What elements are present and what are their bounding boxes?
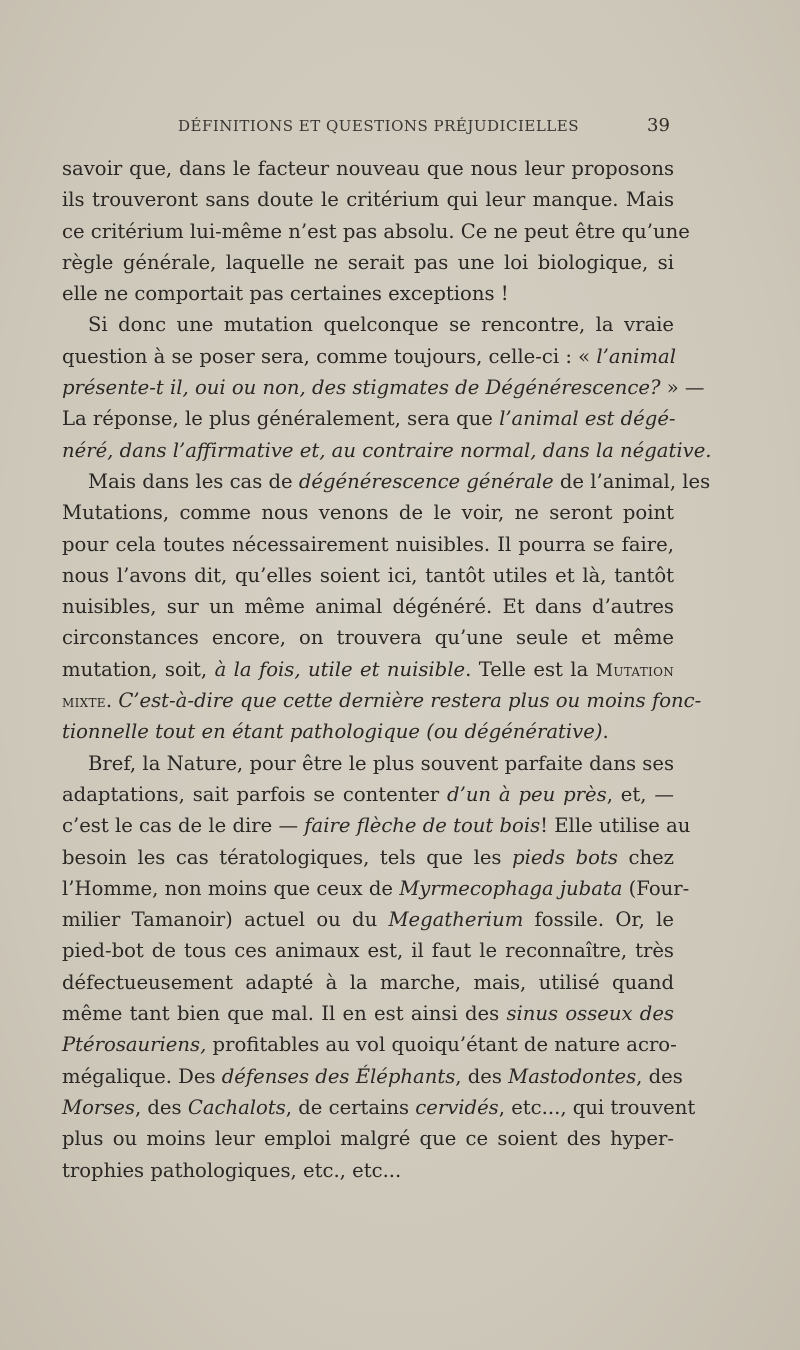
italic-text: cervidés [415, 1095, 499, 1119]
text-span: . [602, 720, 609, 744]
text-span: , des [134, 1095, 188, 1119]
text-span: trophies pathologiques, etc., etc... [62, 1158, 402, 1182]
text-span: Mutations, comme nous venons de le voir, ne seront point [62, 501, 674, 525]
text-span: pied-bot de tous ces animaux est, il faut le reconnaître, très [62, 939, 674, 963]
italic-text: pieds bots [512, 845, 618, 869]
text-line [62, 497, 674, 528]
text-line [62, 685, 702, 716]
text-span: ce critérium lui-même n’est pas absolu. Ce ne peut être qu’une [62, 219, 690, 243]
text-span: , de certains [285, 1095, 416, 1119]
text-span: pour cela toutes nécessairement nuisibles. Il pourra se faire, [62, 532, 674, 556]
text-span: mutation, soit, [62, 657, 215, 681]
text-line [62, 403, 674, 434]
text-line [62, 591, 674, 622]
text-line [62, 153, 674, 184]
text-line [62, 309, 674, 340]
text-span: nous l’avons dit, qu’elles soient ici, tantôt utiles et là, tantôt [62, 563, 674, 587]
italic-text: Morses [62, 1095, 135, 1119]
text-line [62, 716, 674, 747]
text-line [62, 779, 674, 810]
small-caps-text: Mutation [595, 660, 675, 681]
page-header [0, 117, 800, 139]
text-span: profitables au vol quoiqu’étant de nature acro- [206, 1033, 677, 1057]
text-span: chez [617, 845, 674, 869]
text-span: nuisibles, sur un même animal dégénéré. Et dans d’autres [62, 595, 674, 619]
text-line [62, 466, 711, 497]
text-span: . Telle est la [465, 657, 596, 681]
text-line [62, 810, 691, 841]
text-span: Mais dans les cas de [88, 469, 299, 493]
running-title: DÉFINITIONS ET QUESTIONS PRÉJUDICIELLES [178, 117, 579, 135]
text-line [62, 184, 674, 215]
text-span: même tant bien que mal. Il en est ainsi des [62, 1002, 507, 1026]
italic-text: défenses des Éléphants [221, 1064, 456, 1088]
text-line [62, 873, 690, 904]
italic-text: néré, dans l’affirmative et, au contraire normal, dans la négative. [62, 438, 712, 462]
text-line [62, 529, 674, 560]
text-span: , etc..., qui trouvent [498, 1095, 696, 1119]
small-caps-text: mixte [62, 692, 106, 713]
text-line [62, 1029, 677, 1060]
text-line [62, 748, 674, 779]
italic-text: présente-t il, oui ou non, des stigmates de Dégénérescence? [62, 376, 661, 400]
text-span: (Four- [622, 876, 690, 900]
text-line [62, 560, 674, 591]
text-line [62, 842, 674, 873]
body-text [62, 153, 712, 1186]
text-span: La réponse, le plus généralement, sera que [62, 407, 500, 431]
text-span: elle ne comportait pas certaines exceptions ! [62, 282, 509, 306]
italic-text: Ptérosauriens, [62, 1033, 207, 1057]
italic-text: Mastodontes [508, 1064, 637, 1088]
italic-text: Megatherium [388, 908, 524, 932]
text-span: ! Elle utilise au [540, 814, 691, 838]
text-line [62, 278, 674, 309]
text-line [62, 654, 674, 685]
italic-text: faire flèche de tout bois [304, 814, 541, 838]
text-line [62, 1155, 674, 1186]
italic-text: Myrmecophaga jubata [399, 876, 623, 900]
text-span: milier Tamanoir) actuel ou du [62, 908, 389, 932]
italic-text: d’un à peu près [447, 782, 607, 806]
italic-text: à la fois, utile et nuisible [214, 657, 466, 681]
text-span: fossile. Or, le [523, 908, 674, 932]
text-line [62, 372, 705, 403]
text-span: , des [636, 1064, 683, 1088]
text-span: circonstances encore, on trouvera qu’une seule et même [62, 626, 674, 650]
text-line [62, 1092, 696, 1123]
text-span: , et, — [606, 782, 674, 806]
text-span: Si donc une mutation quelconque se rencontre, la vraie [88, 313, 674, 337]
italic-text: l’animal est dégé- [499, 407, 676, 431]
text-span: défectueusement adapté à la marche, mais, utilisé quand [62, 970, 674, 994]
italic-text: C’est-à-dire que cette dernière restera plus ou moins fonc- [118, 689, 702, 713]
text-span: savoir que, dans le facteur nouveau que nous leur proposons [62, 157, 674, 180]
text-span: . [105, 689, 119, 713]
text-line [62, 435, 712, 466]
text-span: Bref, la Nature, pour être le plus souvent parfaite dans ses [88, 751, 674, 775]
italic-text: l’animal [596, 344, 676, 368]
italic-text: tionnelle tout en étant pathologique (ou dégénérative) [62, 720, 603, 744]
text-line [62, 247, 674, 278]
italic-text: sinus osseux des [506, 1002, 674, 1026]
text-line [62, 935, 674, 966]
text-line [62, 216, 690, 247]
italic-text: dégénérescence générale [298, 469, 554, 493]
text-line [62, 341, 674, 372]
text-span: de l’animal, les [553, 469, 711, 493]
text-span: adaptations, sait parfois se contenter [62, 782, 448, 806]
text-span: besoin les cas tératologiques, tels que les [62, 845, 513, 869]
text-span: » — [660, 376, 705, 400]
text-span: ils trouveront sans doute le critérium qui leur manque. Mais [62, 188, 674, 212]
text-span: plus ou moins leur emploi malgré que ce soient des hyper- [62, 1127, 674, 1151]
text-line [62, 1123, 674, 1154]
text-line [62, 1061, 683, 1092]
italic-text: Cachalots [187, 1095, 286, 1119]
text-line [62, 998, 674, 1029]
text-line [62, 967, 674, 998]
text-span: , des [455, 1064, 509, 1088]
text-span: règle générale, laquelle ne serait pas une loi biologique, si [62, 250, 674, 274]
text-span: mégalique. Des [62, 1064, 222, 1088]
text-line [62, 622, 674, 653]
text-span: c’est le cas de le dire — [62, 814, 305, 838]
page-number: 39 [647, 115, 670, 136]
text-line [62, 904, 674, 935]
text-span: l’Homme, non moins que ceux de [62, 876, 400, 900]
text-span: question à se poser sera, comme toujours, celle-ci : « [62, 344, 597, 368]
